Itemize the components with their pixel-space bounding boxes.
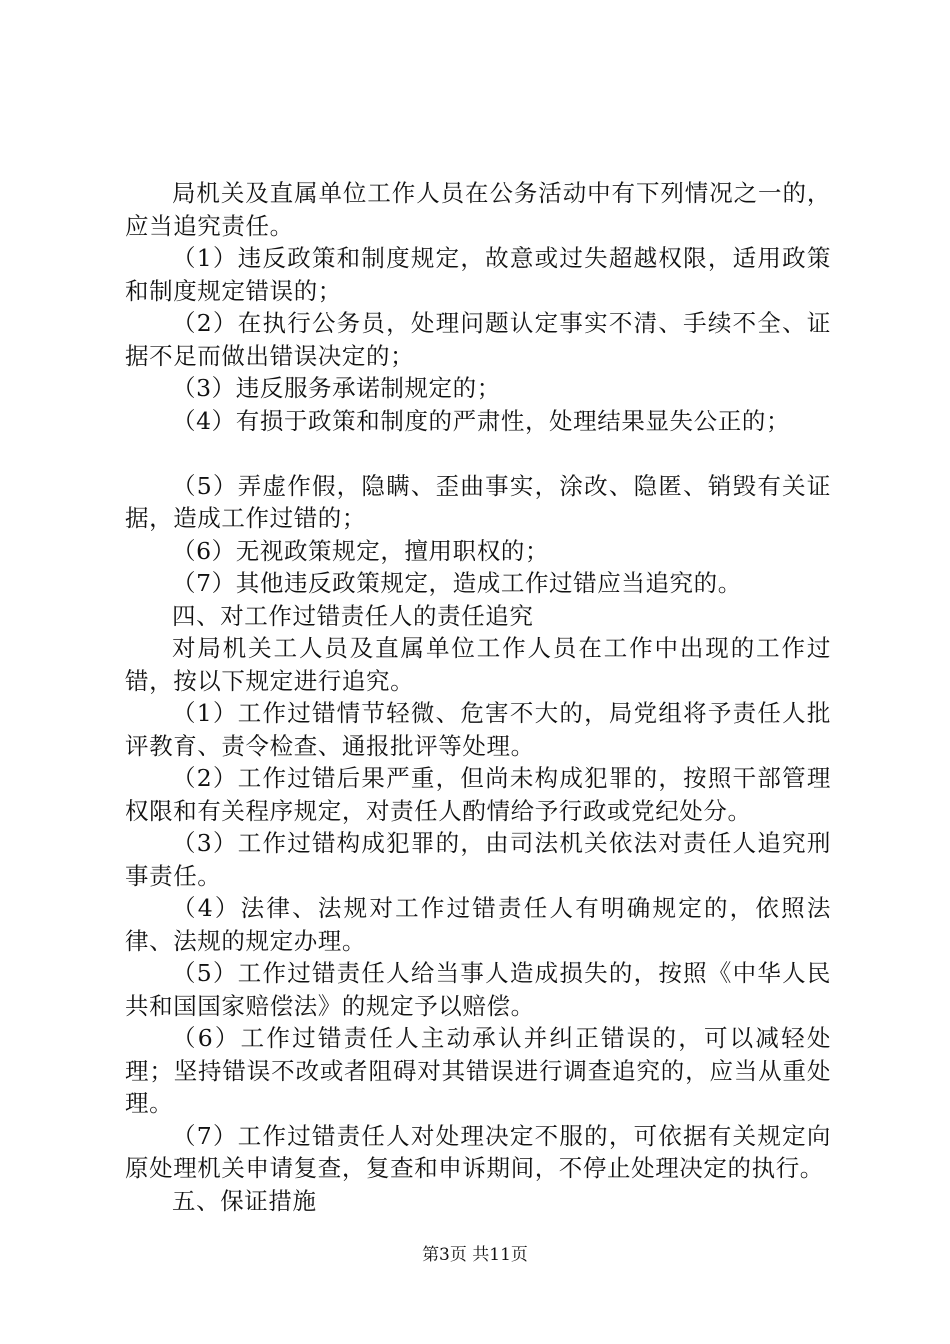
paragraph-item-6: （6）无视政策规定，擅用职权的； bbox=[172, 536, 550, 565]
paragraph-section-4-item-6: （6）工作过错责任人主动承认并纠正错误的，可以减轻处理；坚持错误不改或者阻碍对其错误进行调查追究的，应当从重处理。 bbox=[125, 1024, 831, 1117]
page-number-footer: 第3页 共11页 bbox=[422, 1245, 528, 1265]
paragraph-section-4-item-3: （3）工作过错构成犯罪的，由司法机关依法对责任人追究刑事责任。 bbox=[125, 829, 831, 890]
paragraph-intro: 局机关及直属单位工作人员在公务活动中有下列情况之一的，应当追究责任。 bbox=[125, 179, 831, 240]
paragraph-item-3: （3）违反服务承诺制规定的； bbox=[172, 374, 501, 402]
section-heading-4: 四、对工作过错责任人的责任追究 bbox=[172, 601, 534, 630]
paragraph-item-5: （5）弄虚作假，隐瞒、歪曲事实，涂改、隐匿、销毁有关证据，造成工作过错的； bbox=[125, 471, 831, 532]
document-body bbox=[125, 177, 831, 1217]
paragraph-item-7: （7）其他违反政策规定，造成工作过错应当追究的。 bbox=[172, 569, 742, 597]
paragraph-section-4-intro: 对局机关工人员及直属单位工作人员在工作中出现的工作过错，按以下规定进行追究。 bbox=[125, 634, 831, 695]
paragraph-item-2: （2）在执行公务员，处理问题认定事实不清、手续不全、证据不足而做出错误决定的； bbox=[125, 309, 831, 370]
paragraph-section-4-item-2: （2）工作过错后果严重，但尚未构成犯罪的，按照干部管理权限和有关程序规定，对责任人酌情给予行政或党纪处分。 bbox=[125, 764, 831, 825]
paragraph-section-4-item-1: （1）工作过错情节轻微、危害不大的，局党组将予责任人批评教育、责令检查、通报批评等处理。 bbox=[125, 699, 831, 760]
paragraph-section-4-item-4: （4）法律、法规对工作过错责任人有明确规定的，依照法律、法规的规定办理。 bbox=[125, 894, 831, 955]
paragraph-section-4-item-5: （5）工作过错责任人给当事人造成损失的，按照《中华人民共和国国家赔偿法》的规定予以赔偿。 bbox=[125, 959, 831, 1020]
section-heading-5: 五、保证措施 bbox=[172, 1186, 317, 1215]
paragraph-item-4: （4）有损于政策和制度的严肃性，处理结果显失公正的； bbox=[172, 406, 791, 435]
paragraph-item-1: （1）违反政策和制度规定，故意或过失超越权限，适用政策和制度规定错误的； bbox=[125, 244, 831, 305]
paragraph-section-4-item-7: （7）工作过错责任人对处理决定不服的，可依据有关规定向原处理机关申请复查，复查和申诉期间，不停止处理决定的执行。 bbox=[125, 1121, 831, 1182]
